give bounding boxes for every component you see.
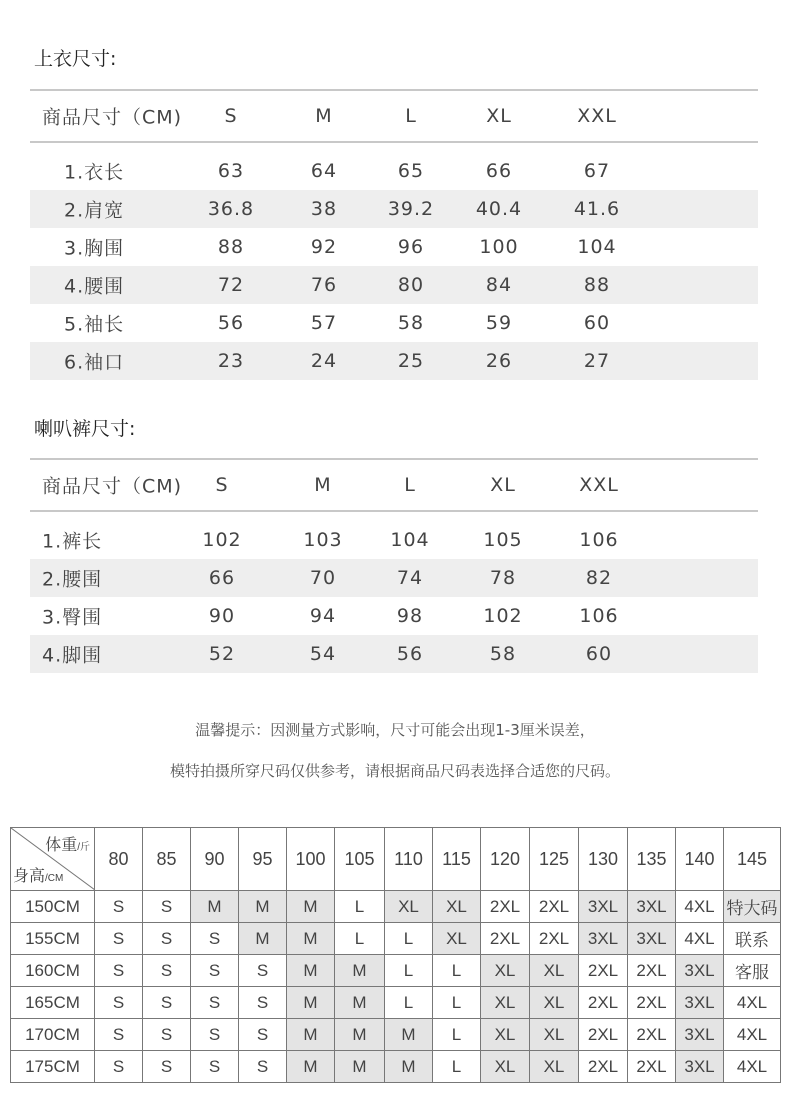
row-value: 56 <box>217 312 245 334</box>
row-value: 52 <box>208 643 236 665</box>
row-value: 88 <box>583 274 611 296</box>
row-value: 74 <box>396 567 424 589</box>
size-cell: S <box>239 987 287 1019</box>
header-size-xl: XL <box>486 105 512 127</box>
size-cell: S <box>95 1019 143 1051</box>
row-label: 1.衣长 <box>64 161 125 184</box>
row-value: 102 <box>202 529 242 551</box>
size-cell: M <box>335 987 385 1019</box>
size-cell: 3XL <box>579 891 628 923</box>
header-size-s: S <box>224 105 238 127</box>
row-value: 65 <box>397 160 425 182</box>
size-cell: L <box>433 1051 481 1083</box>
size-cell: S <box>191 1051 239 1083</box>
size-cell: M <box>239 923 287 955</box>
row-value: 72 <box>217 274 245 296</box>
height-label-cell: 165CM <box>11 987 95 1019</box>
row-value: 39.2 <box>387 198 435 220</box>
row-value: 78 <box>489 567 517 589</box>
size-cell: 3XL <box>676 987 724 1019</box>
height-row <box>11 955 781 987</box>
size-cell: M <box>287 1051 335 1083</box>
row-value: 57 <box>310 312 338 334</box>
row-label: 4.腰围 <box>64 275 125 298</box>
size-cell: XL <box>433 891 481 923</box>
size-cell: L <box>335 891 385 923</box>
row-value: 67 <box>583 160 611 182</box>
size-cell: 2XL <box>530 891 579 923</box>
size-cell: M <box>239 891 287 923</box>
size-cell: 2XL <box>628 1019 676 1051</box>
row-label: 6.袖口 <box>64 351 125 374</box>
header-size-xxl: XXL <box>577 105 617 127</box>
row-label: 4.脚围 <box>42 644 103 667</box>
size-cell: S <box>95 1051 143 1083</box>
size-cell: S <box>143 1051 191 1083</box>
size-cell: S <box>239 955 287 987</box>
row-value: 66 <box>485 160 513 182</box>
height-label-cell: 150CM <box>11 891 95 923</box>
size-cell: 3XL <box>676 955 724 987</box>
height-label-cell: 175CM <box>11 1051 95 1083</box>
size-cell: 2XL <box>481 891 530 923</box>
header-size-xxl: XXL <box>579 474 619 496</box>
row-value: 80 <box>397 274 425 296</box>
row-value: 27 <box>583 350 611 372</box>
row-value: 105 <box>483 529 523 551</box>
weight-header-cell: 130 <box>579 828 628 891</box>
table-header-row <box>30 91 758 141</box>
row-value: 59 <box>485 312 513 334</box>
weight-header-cell: 105 <box>335 828 385 891</box>
table-row <box>30 152 758 190</box>
size-cell: 4XL <box>724 1051 781 1083</box>
row-value: 58 <box>489 643 517 665</box>
size-cell: 2XL <box>579 1051 628 1083</box>
weight-header-cell: 85 <box>143 828 191 891</box>
size-cell: 4XL <box>724 1019 781 1051</box>
size-cell: M <box>191 891 239 923</box>
row-value: 103 <box>303 529 343 551</box>
height-axis-label: 身高/CM <box>13 868 64 885</box>
row-value: 98 <box>396 605 424 627</box>
weight-header-cell: 90 <box>191 828 239 891</box>
header-size-l: L <box>405 105 417 127</box>
size-cell: M <box>385 1051 433 1083</box>
row-value: 64 <box>310 160 338 182</box>
row-value: 54 <box>309 643 337 665</box>
size-cell: XL <box>530 955 579 987</box>
size-cell: S <box>191 955 239 987</box>
top-size-title: 上衣尺寸: <box>34 48 117 70</box>
row-value: 56 <box>396 643 424 665</box>
row-value: 104 <box>577 236 617 258</box>
weight-axis-label: 体重/斤 <box>45 837 90 854</box>
row-value: 26 <box>485 350 513 372</box>
top-size-table <box>30 89 758 380</box>
weight-header-cell: 80 <box>95 828 143 891</box>
size-cell: L <box>433 1019 481 1051</box>
size-cell: 3XL <box>579 923 628 955</box>
size-cell: M <box>287 955 335 987</box>
table-header-row <box>30 460 758 510</box>
size-cell: XL <box>433 923 481 955</box>
row-value: 60 <box>585 643 613 665</box>
row-value: 92 <box>310 236 338 258</box>
size-cell: 特大码 <box>724 891 781 923</box>
weight-header-cell: 135 <box>628 828 676 891</box>
header-size-xl: XL <box>490 474 516 496</box>
size-cell: M <box>287 1019 335 1051</box>
height-label-cell: 160CM <box>11 955 95 987</box>
size-cell: XL <box>530 987 579 1019</box>
height-row <box>11 891 781 923</box>
row-value: 41.6 <box>573 198 621 220</box>
row-value: 58 <box>397 312 425 334</box>
pants-size-title: 喇叭裤尺寸: <box>34 418 136 440</box>
size-cell: S <box>143 955 191 987</box>
size-cell: XL <box>481 1019 530 1051</box>
size-cell: XL <box>481 955 530 987</box>
row-value: 84 <box>485 274 513 296</box>
size-cell: 2XL <box>530 923 579 955</box>
row-value: 24 <box>310 350 338 372</box>
size-cell: 4XL <box>676 891 724 923</box>
table-row <box>30 521 758 559</box>
header-size-m: M <box>314 474 332 496</box>
size-cell: 2XL <box>579 987 628 1019</box>
row-value: 106 <box>579 605 619 627</box>
note-line-1: 温馨提示：因测量方式影响，尺寸可能会出现1-3厘米误差， <box>195 721 595 739</box>
size-cell: S <box>143 891 191 923</box>
size-cell: M <box>385 1019 433 1051</box>
row-value: 63 <box>217 160 245 182</box>
row-value: 82 <box>585 567 613 589</box>
row-label: 5.袖长 <box>64 313 125 336</box>
corner-cell <box>11 828 95 891</box>
size-cell: 联系 <box>724 923 781 955</box>
size-cell: 2XL <box>579 955 628 987</box>
row-value: 106 <box>579 529 619 551</box>
size-cell: XL <box>481 987 530 1019</box>
size-cell: M <box>287 987 335 1019</box>
size-cell: XL <box>530 1051 579 1083</box>
weight-header-cell: 115 <box>433 828 481 891</box>
row-value: 102 <box>483 605 523 627</box>
row-label: 1.裤长 <box>42 530 103 553</box>
table-row <box>30 597 758 635</box>
row-value: 88 <box>217 236 245 258</box>
row-label: 2.腰围 <box>42 568 103 591</box>
size-cell: 4XL <box>724 987 781 1019</box>
table-row <box>30 304 758 342</box>
height-label-cell: 155CM <box>11 923 95 955</box>
size-cell: S <box>143 987 191 1019</box>
size-cell: S <box>191 1019 239 1051</box>
table-row <box>30 635 758 673</box>
size-cell: S <box>239 1019 287 1051</box>
row-value: 23 <box>217 350 245 372</box>
size-cell: 客服 <box>724 955 781 987</box>
size-cell: S <box>95 955 143 987</box>
size-cell: M <box>335 955 385 987</box>
size-cell: S <box>239 1051 287 1083</box>
size-cell: 2XL <box>628 1051 676 1083</box>
size-cell: L <box>433 987 481 1019</box>
row-value: 96 <box>397 236 425 258</box>
size-cell: S <box>95 987 143 1019</box>
row-value: 76 <box>310 274 338 296</box>
weight-header-cell: 95 <box>239 828 287 891</box>
size-cell: 2XL <box>579 1019 628 1051</box>
weight-header-cell: 125 <box>530 828 579 891</box>
size-cell: M <box>287 891 335 923</box>
size-cell: L <box>385 987 433 1019</box>
row-label: 2.肩宽 <box>64 199 125 222</box>
row-value: 36.8 <box>207 198 255 220</box>
size-cell: S <box>95 923 143 955</box>
weight-header-cell: 110 <box>385 828 433 891</box>
table-row <box>30 559 758 597</box>
pants-size-table <box>30 458 758 673</box>
table-row <box>30 266 758 304</box>
size-cell: 3XL <box>676 1019 724 1051</box>
size-cell: S <box>191 923 239 955</box>
header-label: 商品尺寸（CM) <box>42 106 183 129</box>
row-value: 38 <box>310 198 338 220</box>
header-size-s: S <box>215 474 229 496</box>
row-label: 3.胸围 <box>64 237 125 260</box>
size-recommendation-table <box>10 827 781 1083</box>
row-value: 104 <box>390 529 430 551</box>
size-cell: L <box>385 955 433 987</box>
size-cell: S <box>191 987 239 1019</box>
header-label: 商品尺寸（CM) <box>42 475 183 498</box>
header-size-m: M <box>315 105 333 127</box>
row-value: 90 <box>208 605 236 627</box>
row-value: 94 <box>309 605 337 627</box>
size-cell: 3XL <box>628 923 676 955</box>
row-value: 70 <box>309 567 337 589</box>
size-cell: S <box>143 923 191 955</box>
size-cell: 3XL <box>676 1051 724 1083</box>
size-cell: S <box>95 891 143 923</box>
size-cell: S <box>143 1019 191 1051</box>
size-cell: XL <box>481 1051 530 1083</box>
height-row <box>11 987 781 1019</box>
row-value: 66 <box>208 567 236 589</box>
size-cell: 3XL <box>628 891 676 923</box>
row-label: 3.臀围 <box>42 606 103 629</box>
weight-header-row <box>11 828 781 891</box>
table-row <box>30 190 758 228</box>
size-cell: 4XL <box>676 923 724 955</box>
header-size-l: L <box>404 474 416 496</box>
row-value: 25 <box>397 350 425 372</box>
size-cell: L <box>335 923 385 955</box>
size-cell: 2XL <box>481 923 530 955</box>
note-line-2: 模特拍摄所穿尺码仅供参考，请根据商品尺码表选择合适您的尺码。 <box>169 762 620 780</box>
weight-header-cell: 120 <box>481 828 530 891</box>
size-cell: L <box>433 955 481 987</box>
height-row <box>11 1051 781 1083</box>
weight-header-cell: 140 <box>676 828 724 891</box>
size-cell: XL <box>530 1019 579 1051</box>
height-row <box>11 1019 781 1051</box>
size-cell: M <box>287 923 335 955</box>
size-cell: L <box>385 923 433 955</box>
height-label-cell: 170CM <box>11 1019 95 1051</box>
size-cell: M <box>335 1051 385 1083</box>
row-value: 40.4 <box>475 198 523 220</box>
height-row <box>11 923 781 955</box>
size-cell: M <box>335 1019 385 1051</box>
table-row <box>30 228 758 266</box>
table-row <box>30 342 758 380</box>
size-cell: 2XL <box>628 987 676 1019</box>
row-value: 100 <box>479 236 519 258</box>
pants-size-rows <box>30 512 758 673</box>
row-value: 60 <box>583 312 611 334</box>
weight-header-cell: 145 <box>724 828 781 891</box>
weight-header-cell: 100 <box>287 828 335 891</box>
top-size-rows <box>30 143 758 380</box>
size-cell: 2XL <box>628 955 676 987</box>
size-cell: XL <box>385 891 433 923</box>
